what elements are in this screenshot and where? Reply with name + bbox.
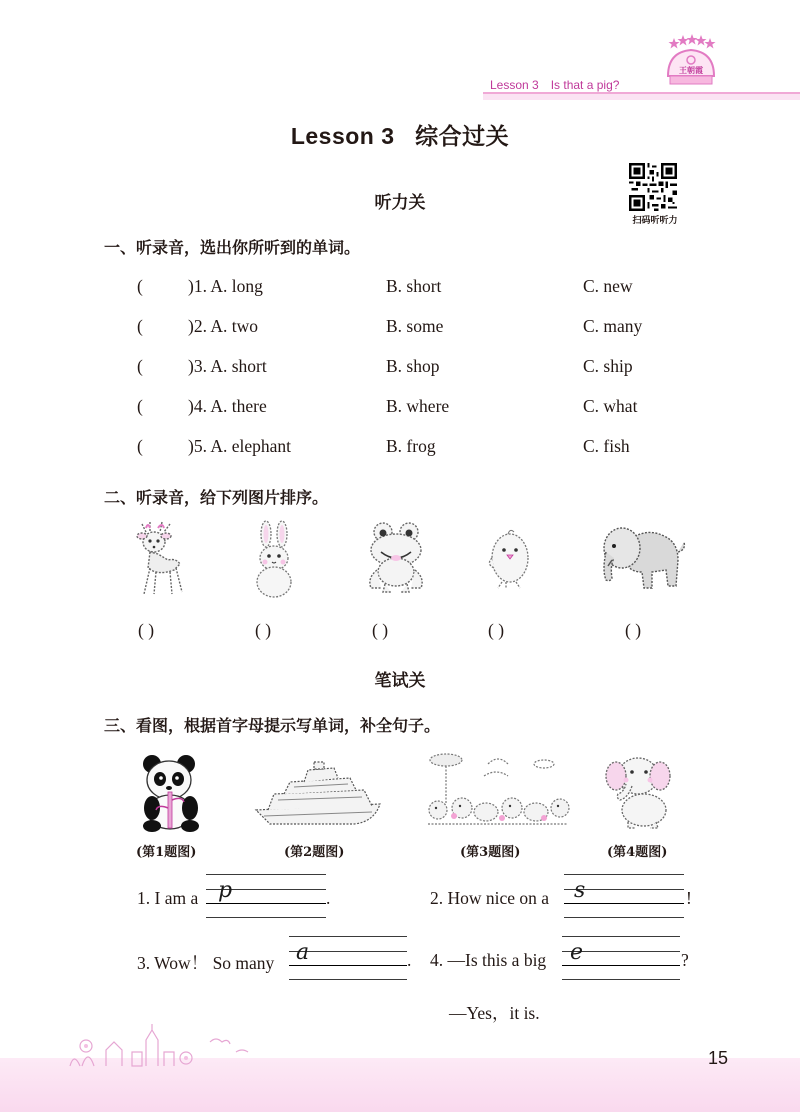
order-bracket-3[interactable]: ( ): [372, 620, 389, 640]
q1-row-5: [0, 436, 800, 460]
writing-line: [562, 965, 680, 966]
order-bracket-4[interactable]: ( ): [488, 620, 505, 640]
picture-label-1: (第1题图): [136, 845, 197, 860]
option-c: C. ship: [583, 356, 633, 376]
hint-letter-1[interactable]: p: [218, 878, 233, 903]
running-header: [490, 78, 631, 92]
q1-row-2: [0, 316, 800, 340]
castle-decoration-icon: [60, 1022, 260, 1068]
deer-icon: [128, 518, 190, 600]
sentence-2-suffix: !: [686, 888, 692, 908]
q1-row-3: [0, 356, 800, 380]
answer-paren[interactable]: (: [137, 356, 143, 376]
hint-letter-3[interactable]: a: [296, 940, 310, 965]
option-a: )4. A. there: [188, 396, 267, 416]
header-subtitle: Is that a pig?: [550, 78, 620, 92]
sentence-4-prefix: 4. —Is this a big: [430, 950, 547, 970]
q1-row-4: [0, 396, 800, 420]
answer-paren[interactable]: (: [137, 436, 143, 456]
option-c: C. many: [583, 316, 643, 336]
question-1-heading: 一、听录音，选出你所听到的单词。: [104, 238, 361, 257]
option-a: )2. A. two: [188, 316, 258, 336]
sentence-1-prefix: 1. I am a: [137, 888, 199, 908]
baby-elephant-icon: [602, 750, 678, 830]
sentence-3-suffix: .: [407, 950, 412, 970]
writing-line: [564, 903, 684, 904]
brand-badge-icon: [660, 32, 722, 94]
picture-label-2: (第2题图): [284, 845, 345, 860]
sentence-3-prefix: 3. Wow！ So many: [137, 953, 275, 973]
option-a: )5. A. elephant: [188, 436, 292, 456]
sentence-1-suffix: .: [326, 888, 331, 908]
option-a: )3. A. short: [188, 356, 267, 376]
listening-section-title: 听力关: [374, 193, 426, 213]
header-band: [483, 94, 800, 100]
option-b: B. short: [386, 276, 442, 296]
header-lesson: Lesson 3: [490, 78, 539, 92]
picture-label-3: (第3题图): [460, 845, 521, 860]
writing-line: [564, 917, 684, 918]
picture-label-4: (第4题图): [607, 845, 668, 860]
answer-paren[interactable]: (: [137, 316, 143, 336]
hint-letter-4[interactable]: e: [570, 940, 584, 965]
option-a: )1. A. long: [188, 276, 263, 296]
option-c: C. what: [583, 396, 638, 416]
writing-line: [206, 874, 326, 875]
writing-line: [289, 936, 407, 937]
option-b: B. shop: [386, 356, 440, 376]
answer-paren[interactable]: (: [137, 276, 143, 296]
option-b: B. where: [386, 396, 450, 416]
chick-icon: [484, 524, 534, 590]
writing-line: [206, 917, 326, 918]
writing-line: [289, 979, 407, 980]
elephant-icon: [598, 522, 686, 594]
option-c: C. fish: [583, 436, 630, 456]
writing-line: [564, 874, 684, 875]
question-3-heading: 三、看图，根据首字母提示写单词，补全句子。: [104, 716, 441, 735]
answer-paren[interactable]: (: [137, 396, 143, 416]
page-number: 15: [708, 1048, 729, 1068]
writing-line: [562, 936, 680, 937]
writing-line: [562, 979, 680, 980]
ship-icon: [254, 760, 386, 830]
order-bracket-1[interactable]: ( ): [138, 620, 155, 640]
hint-letter-2[interactable]: s: [574, 878, 586, 903]
sentence-2-prefix: 2. How nice on a: [430, 888, 550, 908]
animals-group-icon: [424, 750, 572, 830]
question-2-heading: 二、听录音，给下列图片排序。: [104, 488, 329, 507]
rabbit-icon: [248, 520, 300, 600]
order-bracket-2[interactable]: ( ): [255, 620, 272, 640]
writing-line: [289, 965, 407, 966]
order-bracket-5[interactable]: ( ): [625, 620, 642, 640]
svg-text:王朝霞: 王朝霞: [679, 66, 703, 75]
frog-icon: [363, 520, 429, 594]
option-b: B. some: [386, 316, 444, 336]
option-c: C. new: [583, 276, 633, 296]
panda-icon: [138, 752, 208, 832]
q1-row-1: [0, 276, 800, 300]
page-title: Lesson 3 综合过关: [290, 123, 510, 149]
writing-line: [206, 903, 326, 904]
answer-line: —Yes，it is.: [449, 1003, 540, 1023]
option-b: B. frog: [386, 436, 436, 456]
qr-caption: 扫码听听力: [632, 216, 678, 226]
writing-section-title: 笔试关: [374, 671, 426, 691]
qr-code-icon[interactable]: [629, 163, 677, 211]
sentence-4-suffix: ?: [681, 950, 689, 970]
